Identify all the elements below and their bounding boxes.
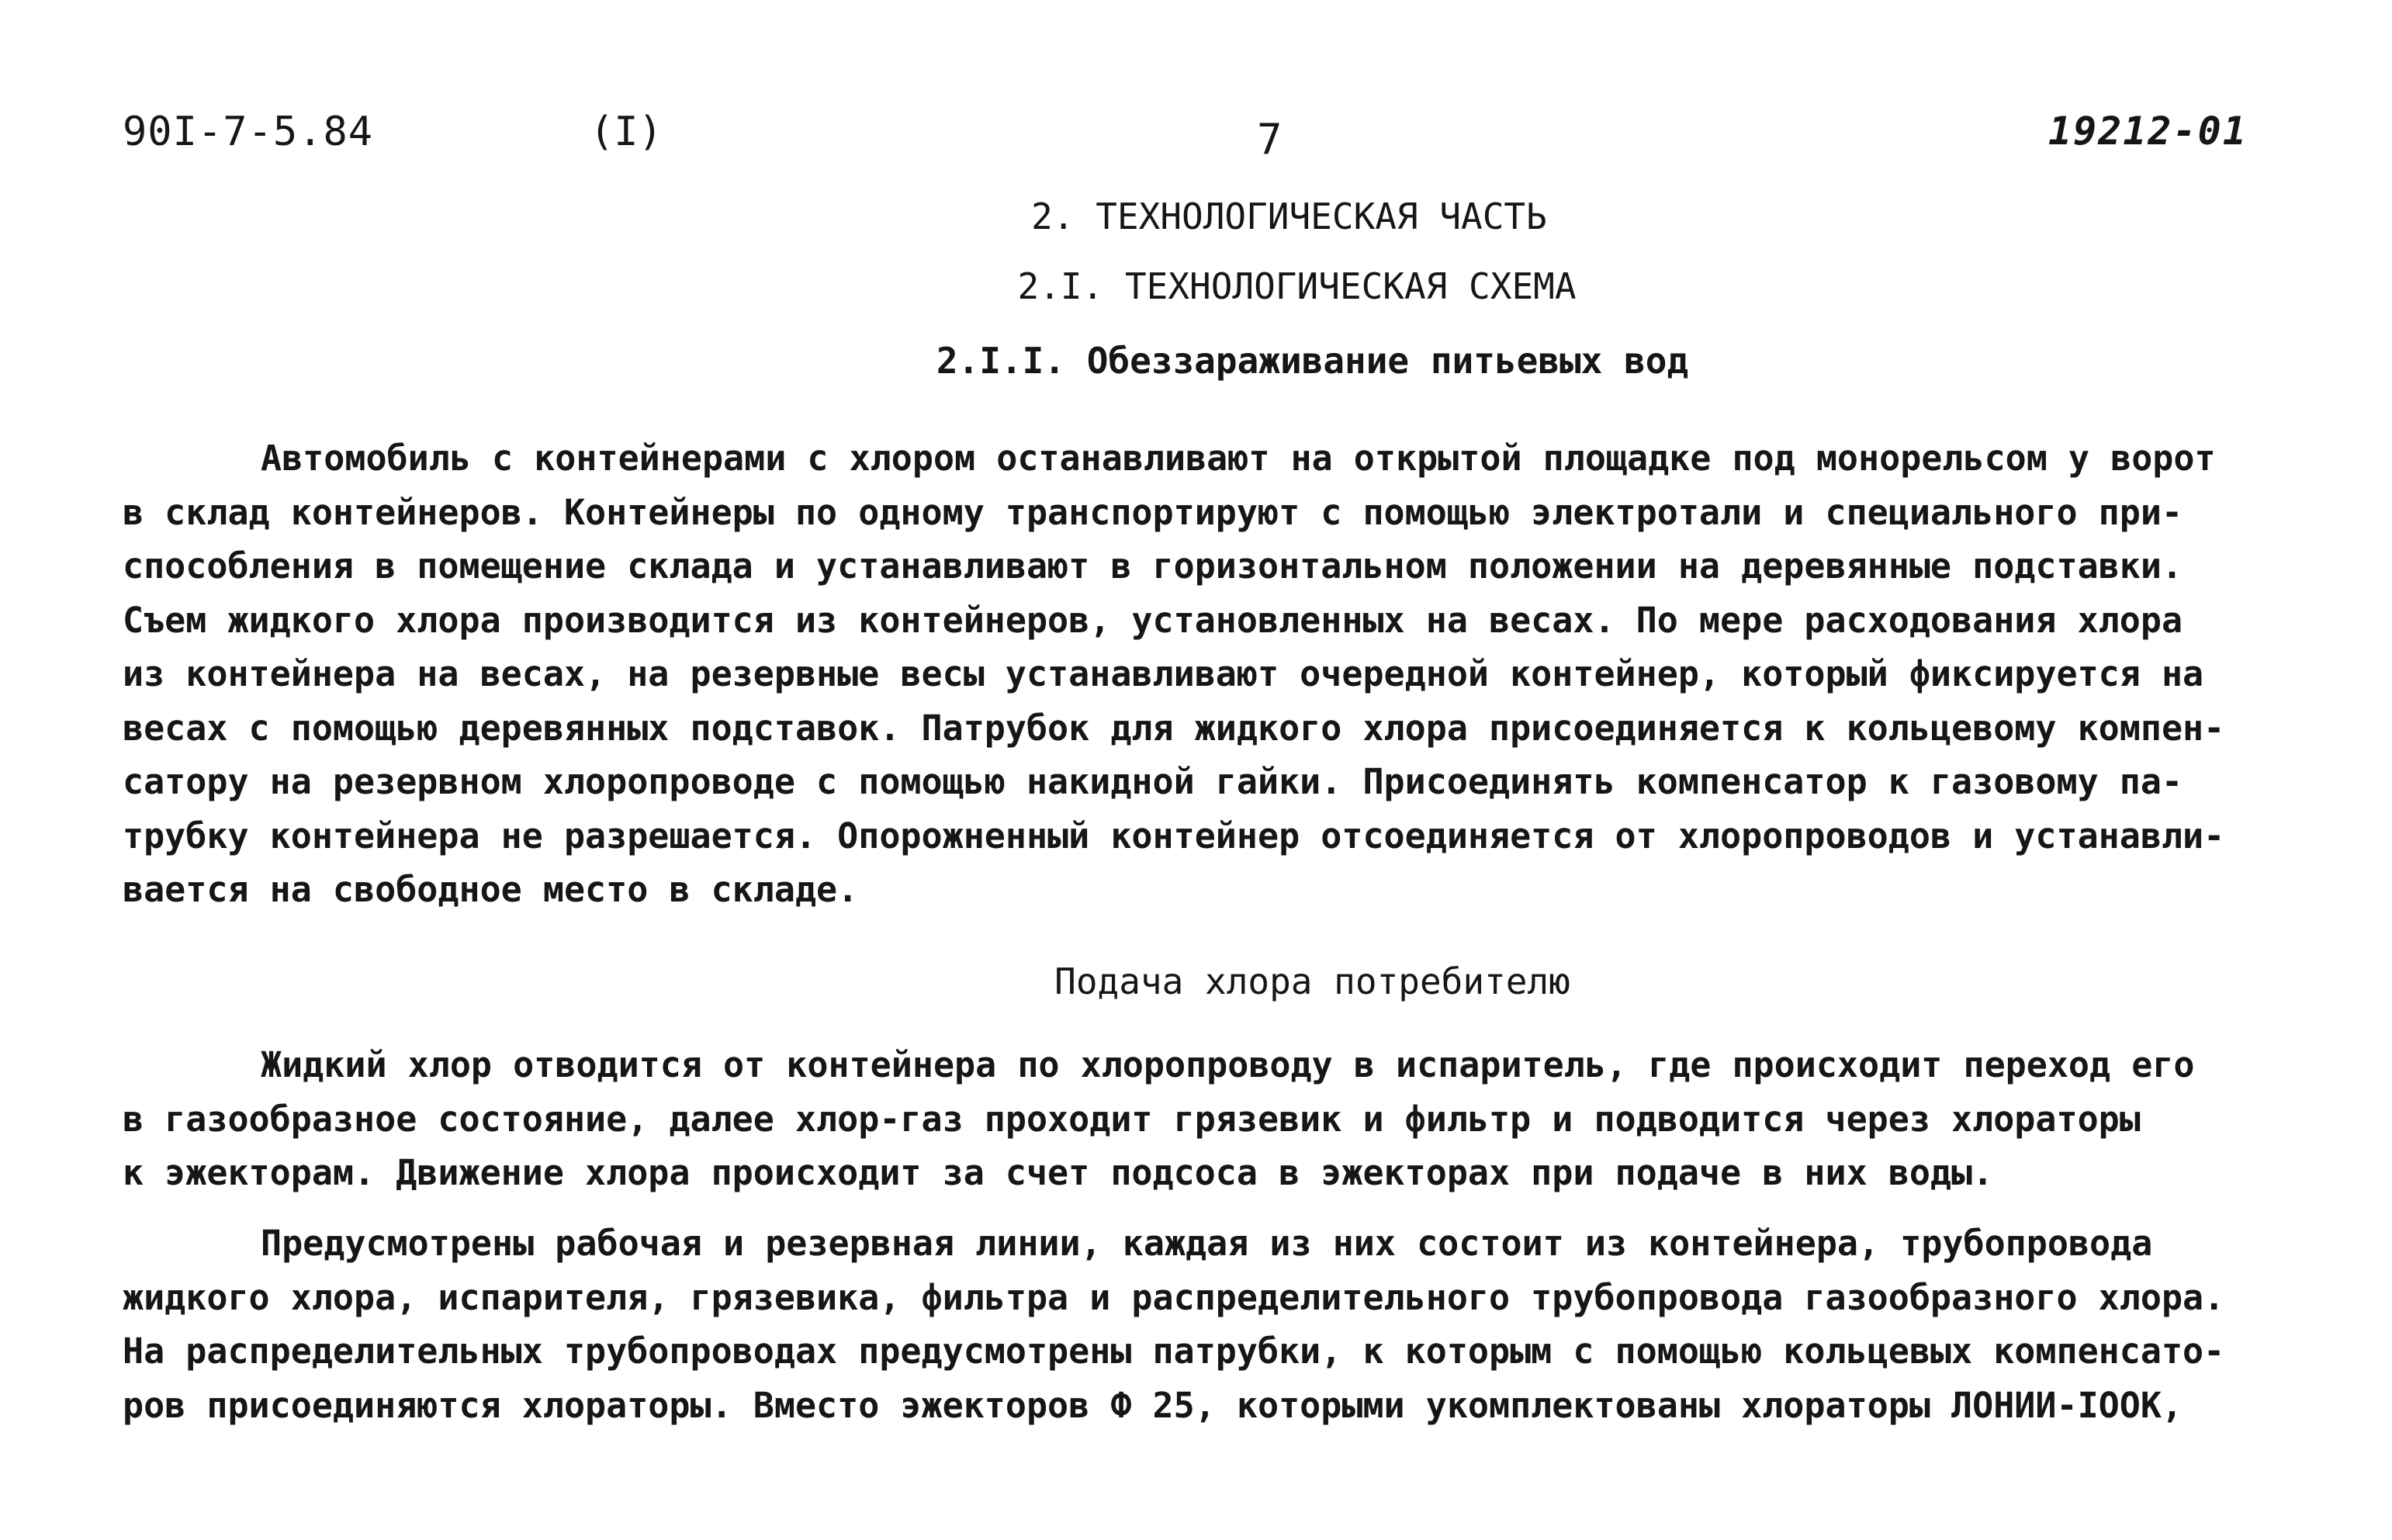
paragraph-container-lines bbox=[123, 1216, 2287, 1432]
paragraph-line: из контейнера на весах, на резервные весы устанавливают очередной контейнер, который фиксируется на bbox=[123, 653, 2204, 694]
paragraph-line: На распределительных трубопроводах предусмотрены патрубки, к которым с помощью кольцевых компенсато- bbox=[123, 1331, 2225, 1372]
paragraph-container-liquid-chlorine bbox=[123, 1038, 2287, 1200]
paragraph-line: Предусмотрены рабочая и резервная линии, каждая из них состоит из контейнера, трубопровода bbox=[261, 1223, 2153, 1264]
chlorine-supply-heading: Подача хлора потребителю bbox=[1054, 960, 1570, 1002]
paragraph-line: в газообразное состояние, далее хлор-газ проходит грязевик и фильтр и подводится через хлораторы bbox=[123, 1098, 2141, 1140]
paragraph-line: весах с помощью деревянных подставок. Патрубок для жидкого хлора присоединяется к кольцевому компен- bbox=[123, 707, 2225, 749]
paragraph-container-delivery bbox=[123, 431, 2287, 917]
paragraph-line: Съем жидкого хлора производится из контейнеров, установленных на весах. По мере расходования хлора bbox=[123, 599, 2183, 641]
handwritten-stamp: 19212-01 bbox=[2048, 109, 2248, 154]
page-number: 7 bbox=[1257, 115, 1283, 164]
part-heading: 2. ТЕХНОЛОГИЧЕСКАЯ ЧАСТЬ bbox=[1031, 196, 1547, 237]
paragraph-line: к эжекторам. Движение хлора происходит за счет подсоса в эжекторах при подаче в них воды. bbox=[123, 1152, 1994, 1193]
section-marker: (I) bbox=[590, 109, 663, 155]
paragraph-line: ров присоединяются хлораторы. Вместо эжекторов Ф 25, которыми укомплектованы хлораторы ЛОНИИ-IOOK, bbox=[123, 1384, 2183, 1426]
paragraph-line: Автомобиль с контейнерами с хлором останавливают на открытой площадке под монорельсом у ворот bbox=[261, 438, 2216, 479]
paragraph-line: жидкого хлора, испарителя, грязевика, фильтра и распределительного трубопровода газообразного хлора. bbox=[123, 1276, 2225, 1318]
section-heading: 2.I. ТЕХНОЛОГИЧЕСКАЯ СХЕМА bbox=[1017, 265, 1577, 307]
paragraph-line: в склад контейнеров. Контейнеры по одному транспортируют с помощью электротали и специального при- bbox=[123, 491, 2183, 533]
paragraph-line: способления в помещение склада и устанавливают в горизонтальном положении на деревянные подставки. bbox=[123, 545, 2183, 587]
subsection-heading: 2.I.I. Обеззараживание питьевых вод bbox=[936, 340, 1689, 382]
document-code: 90I-7-5.84 bbox=[123, 109, 374, 155]
paragraph-line: трубку контейнера не разрешается. Опорожненный контейнер отсоединяется от хлоропроводов и устанавли- bbox=[123, 815, 2225, 857]
paragraph-line: сатору на резервном хлоропроводе с помощью накидной гайки. Присоединять компенсатор к газовому па- bbox=[123, 761, 2183, 802]
paragraph-line: вается на свободное место в складе. bbox=[123, 869, 859, 910]
paragraph-line: Жидкий хлор отводится от контейнера по хлоропроводу в испаритель, где происходит переход его bbox=[261, 1044, 2195, 1085]
